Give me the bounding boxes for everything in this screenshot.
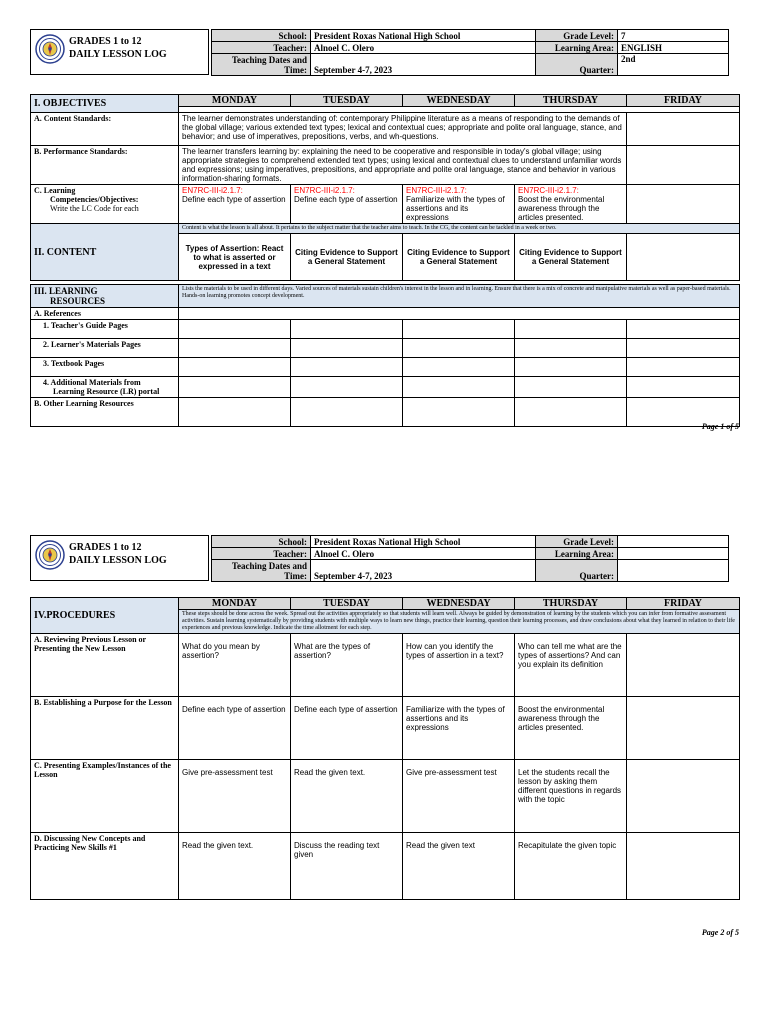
performance-standards-label: B. Performance Standards: <box>31 146 179 185</box>
textbook-pages-label: 3. Textbook Pages <box>31 358 179 377</box>
learning-resources-heading <box>31 285 179 308</box>
learning-resources-note: Lists the materials to be used in different days. Varied sources of materials sustain children's interest in the lesson and in learning. Ensure that there is a mix of concrete and manipulative materials as well as paper-based materials. Hands-on learning promotes concept development. <box>179 285 740 308</box>
teacher-label: Teacher: <box>212 548 311 560</box>
lc-label-1: C. Learning <box>34 186 76 195</box>
objectives-table <box>30 94 740 427</box>
content-heading: II. CONTENT <box>31 224 179 281</box>
empty-cell <box>179 320 291 339</box>
procedure-cell: What do you mean by assertion? <box>179 634 291 697</box>
day-tuesday: TUESDAY <box>291 598 403 610</box>
lc-text: Familiarize with the types of assertions and its expressions <box>406 195 505 222</box>
lc-code: EN7RC-III-i2.1.7: <box>294 186 355 195</box>
empty-cell <box>403 320 515 339</box>
empty-cell <box>179 377 291 398</box>
procedure-cell: What are the types of assertion? <box>291 634 403 697</box>
procedure-label-d: D. Discussing New Concepts and Practicing New Skills #1 <box>31 833 179 900</box>
empty-cell <box>627 833 740 900</box>
procedure-cell: Define each type of assertion <box>291 697 403 760</box>
empty-cell <box>403 398 515 427</box>
empty-cell <box>291 320 403 339</box>
empty-cell <box>627 185 740 224</box>
procedure-cell: Define each type of assertion <box>179 697 291 760</box>
learning-competencies-label <box>31 185 179 224</box>
lc-monday <box>179 185 291 224</box>
day-monday: MONDAY <box>179 95 291 107</box>
empty-cell <box>179 339 291 358</box>
teaching-dates-label-2: Time: <box>284 570 307 581</box>
procedure-cell: How can you identify the types of assertion in a text? <box>403 634 515 697</box>
teacher-label: Teacher: <box>212 42 311 54</box>
procedure-cell: Give pre-assessment test <box>403 760 515 833</box>
empty-cell <box>627 358 740 377</box>
procedures-table <box>30 597 740 900</box>
page-number-1: Page 1 of 5 <box>701 422 739 431</box>
empty-cell <box>403 339 515 358</box>
teaching-dates-value: September 4-7, 2023 <box>311 54 536 76</box>
title-line-1: GRADES 1 to 12 <box>69 542 142 553</box>
empty-cell <box>291 339 403 358</box>
empty-cell <box>627 377 740 398</box>
teaching-dates-label-1: Teaching Dates and <box>231 560 307 571</box>
teaching-dates-label-1: Teaching Dates and <box>231 54 307 65</box>
objectives-heading: I. OBJECTIVES <box>31 95 179 113</box>
day-wednesday: WEDNESDAY <box>403 598 515 610</box>
content-standards-label: A. Content Standards: <box>31 113 179 146</box>
learners-materials-label: 2. Learner's Materials Pages <box>31 339 179 358</box>
lc-label-3: Write the LC Code for each <box>50 204 139 213</box>
content-title-tuesday: Citing Evidence to Support a General Statement <box>291 234 403 281</box>
teacher-value: Alnoel C. Olero <box>311 548 536 560</box>
lc-wednesday <box>403 185 515 224</box>
content-title-monday: Types of Assertion: React to what is asserted or expressed in a text <box>179 234 291 281</box>
school-value: President Roxas National High School <box>311 536 536 548</box>
lc-code: EN7RC-III-i2.1.7: <box>518 186 579 195</box>
lc-thursday <box>515 185 627 224</box>
quarter-label: Quarter: <box>536 54 618 76</box>
lesson-log-page-1 <box>30 29 739 431</box>
empty-cell <box>627 634 740 697</box>
content-note: Content is what the lesson is all about. It pertains to the subject matter that the teacher aims to teach. In the CG, the content can be tackled in a week or two. <box>179 224 740 234</box>
lr-heading-1: III. LEARNING <box>34 286 98 296</box>
lc-text: Boost the environmental awareness through the articles presented. <box>518 195 605 222</box>
grade-level-value <box>618 536 729 548</box>
empty-cell <box>403 358 515 377</box>
empty-cell <box>515 377 627 398</box>
learning-area-value: ENGLISH <box>618 42 729 54</box>
content-title-thursday: Citing Evidence to Support a General Statement <box>515 234 627 281</box>
procedure-cell: Boost the environmental awareness through the articles presented. <box>515 697 627 760</box>
day-friday: FRIDAY <box>627 598 740 610</box>
title-line-2: DAILY LESSON LOG <box>69 49 167 60</box>
content-title-wednesday: Citing Evidence to Support a General Statement <box>403 234 515 281</box>
day-thursday: THURSDAY <box>515 95 627 107</box>
procedure-label-a: A. Reviewing Previous Lesson or Presenting the New Lesson <box>31 634 179 697</box>
school-label: School: <box>212 536 311 548</box>
empty-cell <box>291 377 403 398</box>
logo-box <box>30 29 209 75</box>
additional-materials-label <box>31 377 179 398</box>
deped-seal-icon <box>35 34 65 64</box>
teaching-dates-value: September 4-7, 2023 <box>311 560 536 582</box>
procedure-cell: Read the given text <box>403 833 515 900</box>
lc-tuesday <box>291 185 403 224</box>
empty-cell <box>515 358 627 377</box>
title-line-1: GRADES 1 to 12 <box>69 36 142 47</box>
learning-area-label: Learning Area: <box>536 42 618 54</box>
school-info-table <box>211 29 729 76</box>
empty-cell <box>627 339 740 358</box>
day-wednesday: WEDNESDAY <box>403 95 515 107</box>
references-label: A. References <box>31 308 179 320</box>
teachers-guide-label: 1. Teacher's Guide Pages <box>31 320 179 339</box>
lc-text: Define each type of assertion <box>294 195 398 204</box>
lc-text: Define each type of assertion <box>182 195 286 204</box>
am-label-2: Learning Resource (LR) portal <box>53 387 160 396</box>
procedure-cell: Discuss the reading text given <box>291 833 403 900</box>
lesson-log-page-2 <box>30 535 739 937</box>
day-friday: FRIDAY <box>627 95 740 107</box>
empty-cell <box>627 113 740 146</box>
procedure-cell: Give pre-assessment test <box>179 760 291 833</box>
teaching-dates-label <box>212 54 311 76</box>
grade-level-label: Grade Level: <box>536 30 618 42</box>
quarter-value: 2nd <box>618 54 729 76</box>
school-info-table <box>211 535 729 582</box>
lr-heading-2: RESOURCES <box>50 296 106 306</box>
procedure-cell: Familiarize with the types of assertions and its expressions <box>403 697 515 760</box>
school-value: President Roxas National High School <box>311 30 536 42</box>
day-monday: MONDAY <box>179 598 291 610</box>
procedure-label-b: B. Establishing a Purpose for the Lesson <box>31 697 179 760</box>
teaching-dates-label-2: Time: <box>284 64 307 75</box>
dll-header <box>30 29 739 75</box>
logo-box <box>30 535 209 581</box>
lc-code: EN7RC-III-i2.1.7: <box>406 186 467 195</box>
empty-cell <box>627 234 740 281</box>
empty-cell <box>627 760 740 833</box>
day-tuesday: TUESDAY <box>291 95 403 107</box>
empty-cell <box>291 398 403 427</box>
content-standards-text: The learner demonstrates understanding of: contemporary Philippine literature as a means of responding to the demands of the global village; various extended text types; lexical and contextual cues; appropriate and polite oral language, stance, and behavior; and use of imperatives, prepositions, verbs, and wh-questions. <box>179 113 627 146</box>
empty-cell <box>179 358 291 377</box>
school-label: School: <box>212 30 311 42</box>
empty-cell <box>515 339 627 358</box>
procedure-cell: Let the students recall the lesson by asking them different questions in regards with the topic <box>515 760 627 833</box>
dll-header <box>30 535 739 581</box>
procedure-label-c: C. Presenting Examples/Instances of the Lesson <box>31 760 179 833</box>
procedures-heading: IV.PROCEDURES <box>31 598 179 634</box>
teacher-value: Alnoel C. Olero <box>311 42 536 54</box>
deped-seal-icon <box>35 540 65 570</box>
procedure-cell: Read the given text. <box>179 833 291 900</box>
teaching-dates-label <box>212 560 311 582</box>
performance-standards-text: The learner transfers learning by: explaining the need to be cooperative and responsible in today's global village; using appropriate strategies to comprehend extended text types; using lexical and contextual clues to understand unfamiliar words and expressions; using imperatives, prepositions, and appropriate and polite oral language, stance and behavior in various information-sharing formats. <box>179 146 627 185</box>
empty-cell <box>627 146 740 185</box>
quarter-value <box>618 560 729 582</box>
procedure-cell: Who can tell me what are the types of assertions? And can you explain its definition <box>515 634 627 697</box>
learning-area-label: Learning Area: <box>536 548 618 560</box>
empty-cell <box>515 398 627 427</box>
grade-level-label: Grade Level: <box>536 536 618 548</box>
empty-cell <box>515 320 627 339</box>
day-thursday: THURSDAY <box>515 598 627 610</box>
procedures-note: These steps should be done across the week. Spread out the activities appropriately so that students will learn well. Always be guided by demonstration of learning by the students which you can infer from formative assessment activities. Sustain learning systematically by providing students with multiple ways to learn new things, practice their learning, question their learning processes, and draw conclusions about what they learned in relation to their life experiences and previous knowledge. Indicate the time allotment for each step. <box>179 610 740 634</box>
empty-cell <box>291 358 403 377</box>
empty-cell <box>627 697 740 760</box>
am-label-1: 4. Additional Materials from <box>43 378 141 387</box>
empty-cell <box>403 377 515 398</box>
procedure-cell: Recapitulate the given topic <box>515 833 627 900</box>
lc-label-2: Competencies/Objectives: <box>50 195 139 204</box>
other-resources-label: B. Other Learning Resources <box>31 398 179 427</box>
empty-cell <box>179 308 740 320</box>
quarter-label: Quarter: <box>536 560 618 582</box>
page-number-2: Page 2 of 5 <box>701 928 739 937</box>
grade-level-value: 7 <box>618 30 729 42</box>
lc-code: EN7RC-III-i2.1.7: <box>182 186 243 195</box>
empty-cell <box>179 398 291 427</box>
procedure-cell: Read the given text. <box>291 760 403 833</box>
learning-area-value <box>618 548 729 560</box>
empty-cell <box>627 320 740 339</box>
title-line-2: DAILY LESSON LOG <box>69 555 167 566</box>
